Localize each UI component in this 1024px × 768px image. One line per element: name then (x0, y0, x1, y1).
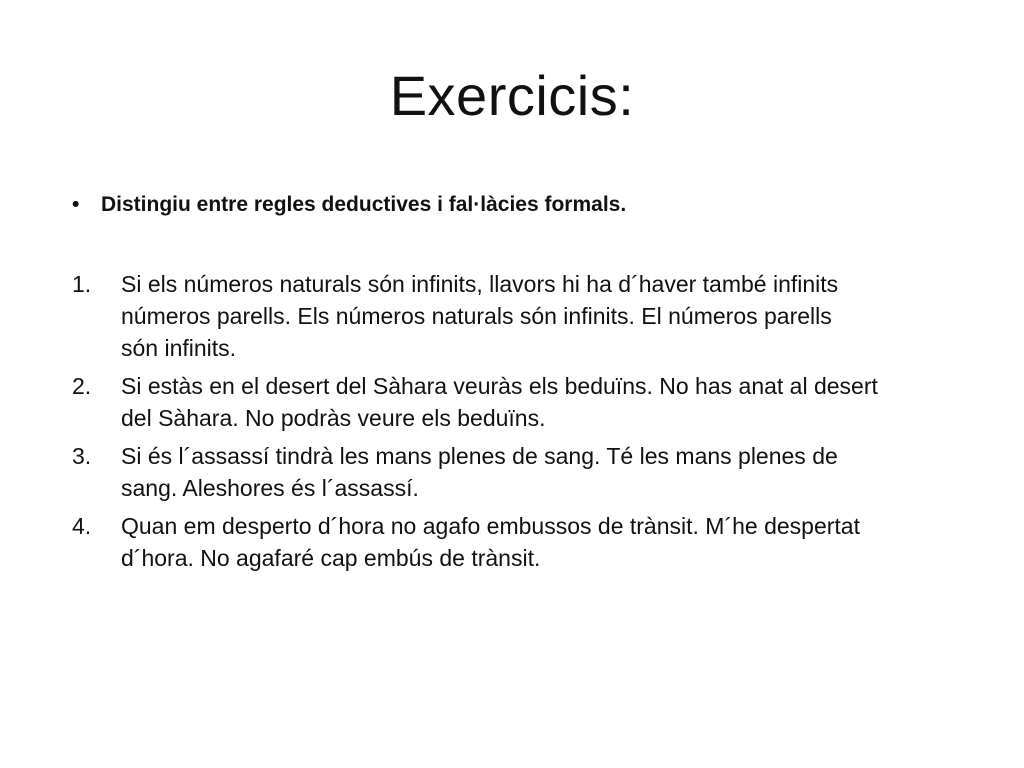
exercise-text (121, 268, 971, 364)
exercise-line: sang. Aleshores és l´assassí. (121, 475, 419, 501)
instruction-text: Distingiu entre regles deductives i fal·làcies formals. (101, 193, 627, 216)
exercise-number: 3. (72, 443, 92, 469)
exercise-text (121, 510, 971, 574)
exercise-line: Si estàs en el desert del Sàhara veuràs els beduïns. No has anat al desert (121, 373, 878, 399)
exercise-line: Si és l´assassí tindrà les mans plenes de sang. Té les mans plenes de (121, 443, 838, 469)
exercise-item-2 (72, 370, 972, 434)
bullet-icon: • (72, 193, 80, 216)
exercise-item-1 (72, 268, 972, 364)
exercise-line: números parells. Els números naturals són infinits. El números parells (121, 303, 832, 329)
exercise-list (72, 268, 972, 580)
exercise-item-3 (72, 440, 972, 504)
exercise-line: Si els números naturals són infinits, llavors hi ha d´haver també infinits (121, 271, 839, 297)
slide-title: Exercicis: (389, 64, 635, 127)
exercise-item-4 (72, 510, 972, 574)
exercise-line: del Sàhara. No podràs veure els beduïns. (121, 405, 546, 431)
exercise-number: 1. (72, 271, 92, 297)
exercise-text (121, 370, 971, 434)
exercise-line: Quan em desperto d´hora no agafo embussos de trànsit. M´he despertat (121, 513, 860, 539)
exercise-number: 4. (72, 513, 92, 539)
exercise-number: 2. (72, 373, 92, 399)
exercise-line: d´hora. No agafaré cap embús de trànsit. (121, 545, 541, 571)
exercise-text (121, 440, 971, 504)
exercise-line: són infinits. (121, 335, 237, 361)
